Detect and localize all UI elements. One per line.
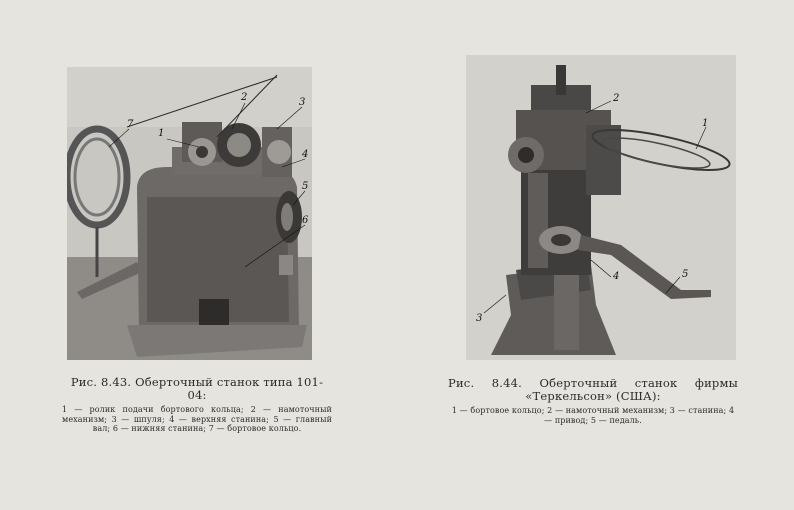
caption-legend-right: 1 — бортовое кольцо; 2 — намоточный механизм; 3 — станина; 4 — привод; 5 — педаль. xyxy=(451,406,735,425)
machine-illustration-right xyxy=(466,55,736,360)
machine-photo-terkelson xyxy=(466,55,736,360)
callout-3-right: 3 xyxy=(476,313,483,324)
callout-2-right: 2 xyxy=(613,93,620,104)
callout-5: 5 xyxy=(302,181,309,192)
callout-4-right: 4 xyxy=(613,271,620,282)
caption-title-right: Рис. 8.44. Оберточный станок фирмы «Теркельсон» (США): xyxy=(448,376,738,404)
callout-5-right: 5 xyxy=(682,269,689,280)
machine-illustration-left xyxy=(67,67,312,360)
caption-title-left: Рис. 8.43. Оберточный станок типа 101-04: xyxy=(70,375,324,403)
callout-1: 1 xyxy=(158,128,165,139)
callout-6: 6 xyxy=(302,215,309,226)
callout-4: 4 xyxy=(302,149,309,160)
callout-3: 3 xyxy=(299,97,306,108)
callout-2: 2 xyxy=(241,92,248,103)
callout-7: 7 xyxy=(127,119,134,130)
figure-caption-right xyxy=(448,377,738,425)
caption-legend-left: 1 — ролик подачи бортового кольца; 2 — намоточный механизм; 3 — шпуля; 4 — верхняя станина; 5 — главный вал; 6 — нижняя станина; 7 — бортовое кольцо. xyxy=(62,405,332,433)
machine-photo-101-04 xyxy=(67,67,312,360)
callout-1-right: 1 xyxy=(702,118,709,129)
figure-caption-left xyxy=(62,376,332,433)
